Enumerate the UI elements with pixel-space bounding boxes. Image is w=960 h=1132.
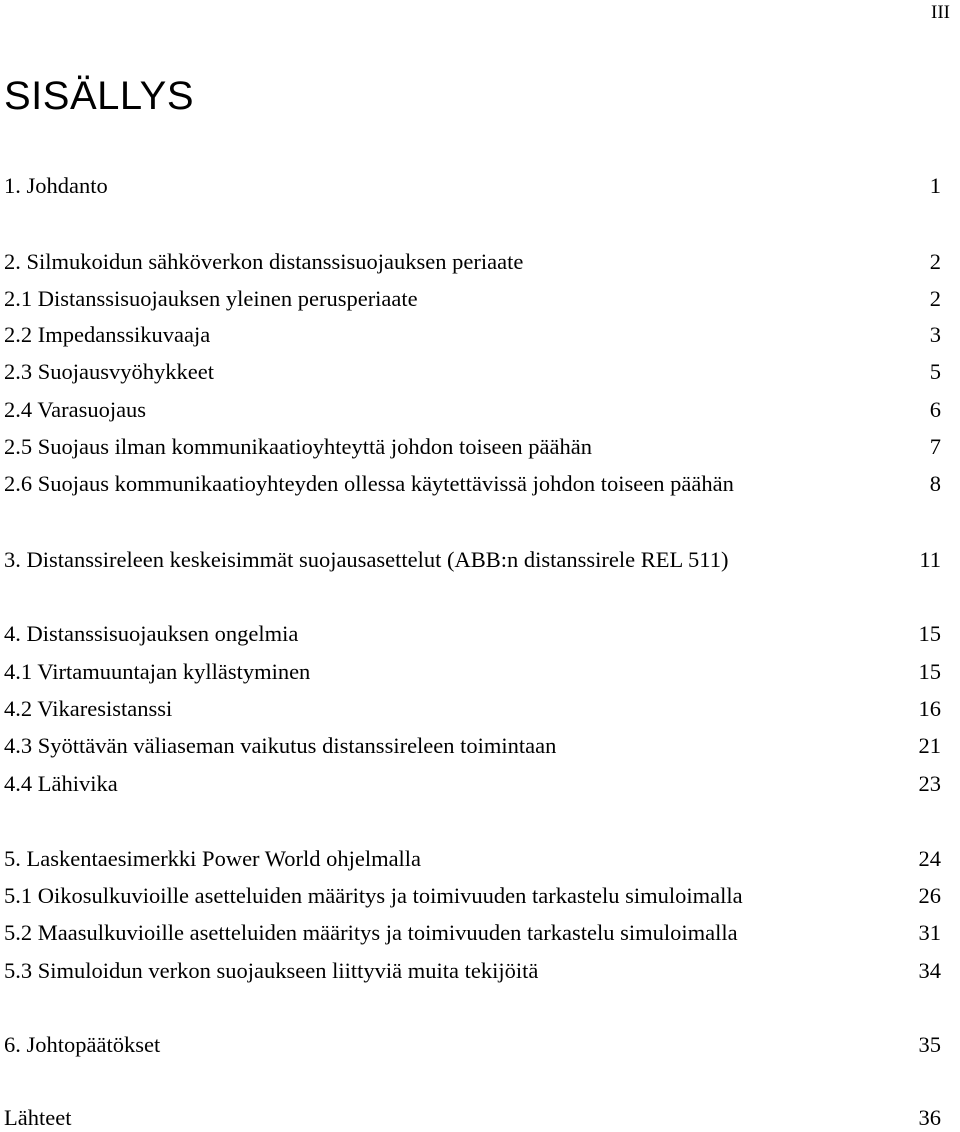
toc-entry[interactable] <box>4 1031 941 1059</box>
toc-entry-page: 35 <box>918 1032 941 1057</box>
toc-entry-label: 4.3 Syöttävän väliaseman vaikutus distanssireleen toimintaan <box>4 733 557 758</box>
toc-entry-page: 21 <box>918 733 941 758</box>
toc-entry[interactable] <box>4 396 941 424</box>
toc-entry-label: 2.4 Varasuojaus <box>4 397 147 422</box>
toc-entry-label: 6. Johtopäätökset <box>4 1032 161 1057</box>
toc-entry-page: 6 <box>929 397 941 422</box>
toc-entry-label: 2.2 Impedanssikuvaaja <box>4 322 211 347</box>
toc-entry[interactable] <box>4 1104 941 1132</box>
toc-entry-label: 2.3 Suojausvyöhykkeet <box>4 359 214 384</box>
toc-entry[interactable] <box>4 285 941 313</box>
toc-entry[interactable] <box>4 321 941 349</box>
toc-entry-page: 31 <box>918 920 941 945</box>
toc-entry-page: 26 <box>918 883 941 908</box>
toc-entry-page: 7 <box>929 434 941 459</box>
toc-entry[interactable] <box>4 620 941 648</box>
toc-entry-page: 3 <box>929 322 941 347</box>
toc-entry[interactable] <box>4 732 941 760</box>
toc-entry-page: 8 <box>929 471 941 496</box>
toc-entry-label: 5.3 Simuloidun verkon suojaukseen liittyviä muita tekijöitä <box>4 958 539 983</box>
toc-entry-label: 4.1 Virtamuuntajan kyllästyminen <box>4 659 311 684</box>
toc-entry-page: 1 <box>929 173 941 198</box>
toc-entry-page: 2 <box>929 286 941 311</box>
toc-entry-label: 3. Distanssireleen keskeisimmät suojausasettelut (ABB:n distanssirele REL 511) <box>4 547 729 572</box>
toc-entry[interactable] <box>4 546 941 574</box>
toc-entry-page: 24 <box>918 846 941 871</box>
toc-entry-page: 36 <box>918 1105 941 1130</box>
toc-entry-label: 4.2 Vikaresistanssi <box>4 696 173 721</box>
toc-entry[interactable] <box>4 845 941 873</box>
toc-entry-page: 34 <box>918 958 941 983</box>
toc-entry[interactable] <box>4 658 941 686</box>
toc-entry-label: 2.1 Distanssisuojauksen yleinen perusperiaate <box>4 286 418 311</box>
toc-entry-page: 16 <box>918 696 941 721</box>
toc-title: SISÄLLYS <box>4 74 195 118</box>
page-number: III <box>931 2 950 23</box>
toc-entry-page: 5 <box>929 359 941 384</box>
toc-entry[interactable] <box>4 470 941 498</box>
toc-entry-label: 4.4 Lähivika <box>4 771 118 796</box>
toc-entry-label: 2.6 Suojaus kommunikaatioyhteyden ollessa käytettävissä johdon toiseen päähän <box>4 471 734 496</box>
toc-entry-label: 2.5 Suojaus ilman kommunikaatioyhteyttä johdon toiseen päähän <box>4 434 593 459</box>
toc-entry-label: Lähteet <box>4 1105 72 1130</box>
toc-entry[interactable] <box>4 695 941 723</box>
toc-entry[interactable] <box>4 770 941 798</box>
toc-entry-page: 15 <box>918 621 941 646</box>
toc-entry-label: 1. Johdanto <box>4 173 108 198</box>
toc-entry-page: 2 <box>929 249 941 274</box>
toc-entry[interactable] <box>4 248 941 276</box>
toc-entry-label: 4. Distanssisuojauksen ongelmia <box>4 621 299 646</box>
toc-entry[interactable] <box>4 957 941 985</box>
toc-entry-page: 23 <box>918 771 941 796</box>
toc-entry-page: 15 <box>918 659 941 684</box>
toc-entry-label: 5. Laskentaesimerkki Power World ohjelmalla <box>4 846 422 871</box>
toc-entry[interactable] <box>4 358 941 386</box>
toc-entry-label: 2. Silmukoidun sähköverkon distanssisuojauksen periaate <box>4 249 524 274</box>
toc-entry[interactable] <box>4 433 941 461</box>
toc-entry[interactable] <box>4 882 941 910</box>
toc-entry-label: 5.1 Oikosulkuvioille asetteluiden määritys ja toimivuuden tarkastelu simuloimalla <box>4 883 743 908</box>
toc-entry[interactable] <box>4 919 941 947</box>
toc-entry-page: 11 <box>919 547 941 572</box>
toc-entry[interactable] <box>4 172 941 200</box>
toc-entry-label: 5.2 Maasulkuvioille asetteluiden määritys ja toimivuuden tarkastelu simuloimalla <box>4 920 738 945</box>
